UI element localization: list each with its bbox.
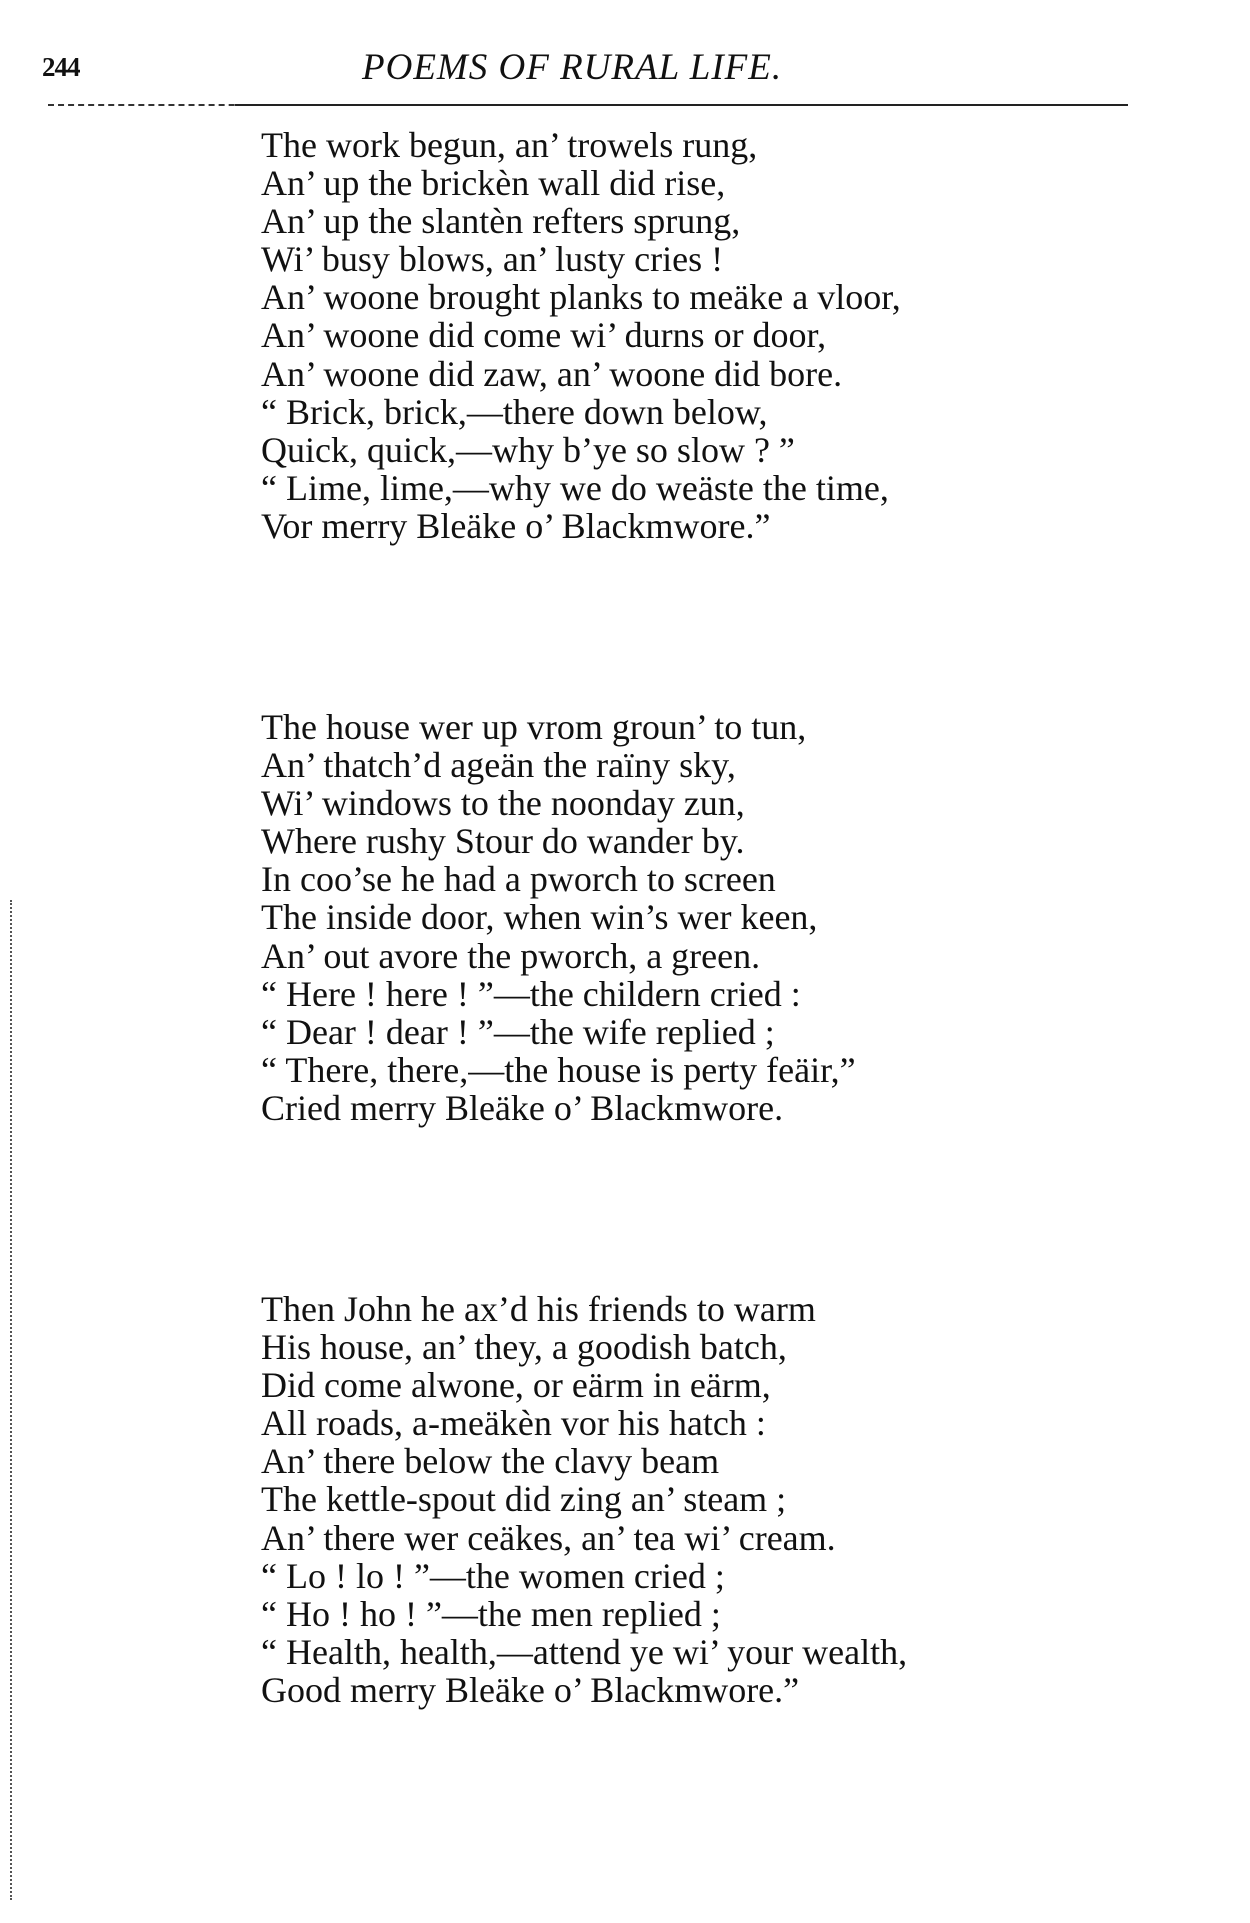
poem-line: All roads, a-meäkèn vor his hatch : (261, 1403, 766, 1444)
poem-line: “ Here ! here ! ”—the childern cried : (261, 973, 801, 1014)
poem-line: An’ thatch’d ageän the raïny sky, (261, 745, 736, 786)
poem-line: Did come alwone, or eärm in eärm, (261, 1365, 771, 1406)
poem-line: An’ up the slantèn refters sprung, (261, 201, 741, 242)
poem-line: “ There, there,—the house is perty feäir,” (261, 1049, 856, 1090)
poem-line: The work begun, an’ trowels rung, (261, 125, 758, 165)
poem-line: Good merry Bleäke o’ Blackmwore.” (261, 1669, 800, 1710)
poem-line: In coo’se he had a pworch to screen (261, 859, 776, 900)
poem-line: Wi’ busy blows, an’ lusty cries ! (261, 239, 724, 280)
poem-line: Vor merry Bleäke o’ Blackmwore.” (261, 505, 771, 546)
poem-line: The inside door, when win’s wer keen, (261, 897, 818, 938)
poem-line: An’ woone did come wi’ durns or door, (261, 315, 827, 356)
scan-margin-artifact (10, 900, 12, 1900)
poem-line: An’ there below the clavy beam (261, 1441, 720, 1482)
poem-line: The house wer up vrom groun’ to tun, (261, 707, 807, 747)
poem-line: Cried merry Bleäke o’ Blackmwore. (261, 1087, 784, 1128)
poem-line: Where rushy Stour do wander by. (261, 821, 745, 862)
stanza-3 (261, 1290, 907, 1709)
header-rule (235, 104, 1128, 106)
poem-line: “ Lime, lime,—why we do weäste the time, (261, 467, 889, 508)
poem-line: An’ woone did zaw, an’ woone did bore. (261, 353, 843, 394)
running-head-title: POEMS OF RURAL LIFE. (362, 47, 783, 88)
poem-line: His house, an’ they, a goodish batch, (261, 1327, 787, 1368)
stanza-1 (261, 126, 901, 545)
poem-line: Quick, quick,—why b’ye so slow ? ” (261, 429, 795, 470)
page-number: 244 (42, 52, 80, 82)
poem-line: “ Health, health,—attend ye wi’ your wealth, (261, 1631, 908, 1672)
poem-line: “ Ho ! ho ! ”—the men replied ; (261, 1593, 721, 1634)
poem-line: An’ woone brought planks to meäke a vloor, (261, 277, 901, 318)
poem-line: “ Brick, brick,—there down below, (261, 391, 768, 432)
poem-line: The kettle-spout did zing an’ steam ; (261, 1479, 787, 1520)
poem-line: An’ there wer ceäkes, an’ tea wi’ cream. (261, 1517, 836, 1558)
poem-line: “ Dear ! dear ! ”—the wife replied ; (261, 1011, 775, 1052)
poem-line: An’ up the brickèn wall did rise, (261, 163, 726, 204)
poem-line: An’ out avore the pworch, a green. (261, 935, 761, 976)
poem-line: Then John he ax’d his friends to warm (261, 1289, 816, 1329)
poem-line: Wi’ windows to the noonday zun, (261, 783, 745, 824)
stanza-2 (261, 708, 856, 1127)
poem-line: “ Lo ! lo ! ”—the women cried ; (261, 1555, 725, 1596)
